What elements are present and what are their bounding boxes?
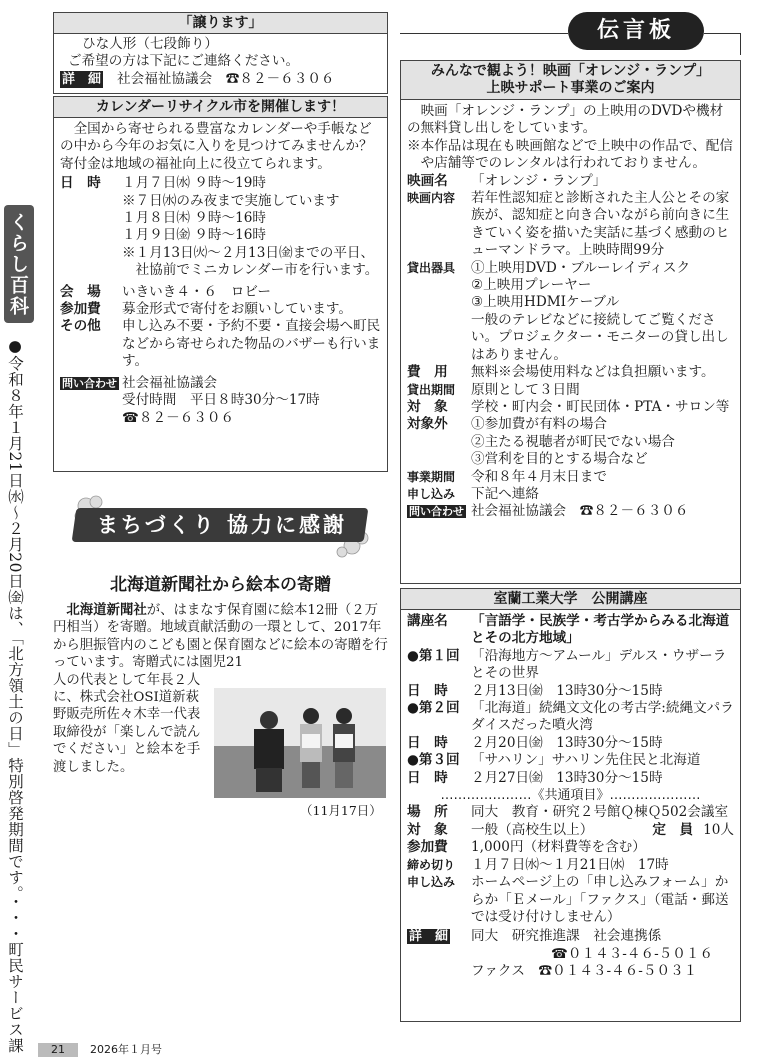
- detail-label: 詳 細: [409, 929, 449, 945]
- session-date-label: 日 時: [407, 769, 448, 786]
- session-topic: 「北海道」続縄文文化の考古学:続縄文パラダイスだった噴火湾: [471, 700, 734, 734]
- session-date-label: 日 時: [407, 682, 448, 699]
- dengon-title: 伝言板: [568, 12, 704, 50]
- deadline-value: １月７日㈬〜１月21日㈬ 17時: [471, 856, 669, 873]
- calendar-dates: [122, 175, 381, 279]
- movie-title-line2: 上映サポート事業のご案内: [486, 80, 655, 96]
- session-date-row: [407, 770, 734, 787]
- session-topic-row: [407, 700, 734, 735]
- session-date: ２月13日㈮ 13時30分〜15時: [471, 682, 663, 699]
- issue-date: 2026年１月号: [90, 1043, 162, 1056]
- fee-label: 参加費: [60, 301, 101, 318]
- session-label: ●第３回: [407, 752, 460, 769]
- detail-fax: ファクス ☎０１４３-４６-５０３１: [471, 963, 698, 980]
- calendar-title: カレンダーリサイクル市を開催します！: [54, 97, 387, 118]
- movie-detail-label: 申し込み: [407, 486, 456, 501]
- sidebar: [4, 205, 36, 1054]
- section-tag: くらし百科: [4, 205, 34, 323]
- common-label: 《共通項目》: [531, 788, 610, 804]
- session-date-label: 日 時: [407, 734, 448, 751]
- divider-line: [704, 33, 741, 34]
- date-line: １月８日㈭ ９時〜16時: [122, 210, 266, 227]
- photo-caption: （11月17日）: [300, 803, 382, 818]
- yuzuri-title: 「譲ります」: [54, 13, 387, 34]
- movie-detail-label: 貸出器具: [407, 260, 456, 275]
- divider-line: [400, 33, 568, 34]
- movie-detail-label: 対象外: [407, 416, 448, 433]
- movie-detail-label: 費 用: [407, 364, 448, 381]
- movie-box: [400, 60, 741, 584]
- movie-detail-value: 原則として３日間: [471, 381, 580, 398]
- contact-line: 社会福祉協議会: [122, 374, 218, 391]
- movie-detail-row: [407, 399, 734, 416]
- photo-figures-icon: [214, 688, 386, 798]
- other-label: その他: [60, 318, 101, 335]
- movie-detail-row: [407, 190, 734, 260]
- fee-value: 1,000円（材料費等を含む）: [471, 839, 646, 856]
- movie-detail-row: [407, 364, 734, 381]
- course-label: 講座名: [407, 613, 448, 629]
- yuzuri-text: ご希望の方は下記にご連絡ください。: [68, 53, 300, 70]
- article-headline: 北海道新聞社から絵本の寄贈: [110, 575, 331, 595]
- session-label: ●第１回: [407, 647, 460, 664]
- movie-title-line1: みんなで観よう！映画「オレンジ・ランプ」: [430, 63, 711, 79]
- banner-text: まちづくり 協力に感謝: [96, 513, 348, 537]
- divider-line: [740, 33, 741, 55]
- capacity-value: 10人: [703, 821, 734, 838]
- movie-details: [407, 173, 734, 504]
- movie-detail-value: 学校・町内会・町民団体・PTA・サロン等: [471, 398, 730, 415]
- session-date: ２月27日㈮ 13時30分〜15時: [471, 769, 663, 786]
- date-line: ※７日㈬のみ夜まで実施しています: [122, 192, 340, 209]
- detail-label: 詳 細: [62, 71, 102, 87]
- movie-detail-row: [407, 469, 734, 486]
- contact-label: 問い合わせ: [409, 505, 464, 519]
- movie-detail-value: 無料※会場使用料などは負担願います。: [471, 364, 715, 381]
- movie-detail-label: 映画名: [407, 172, 448, 189]
- movie-detail-label: 映画内容: [407, 191, 456, 206]
- muroran-box: [400, 588, 741, 1022]
- article-body-1: が、はまなす保育園に絵本12冊（２万円相当）を寄贈。地域貢献活動の一環として、2017年から胆振管内のこども園と保育園などに絵本の寄贈を行っています。寄贈式には園児21: [53, 603, 388, 671]
- session-label: ●第２回: [407, 700, 460, 717]
- detail-contact: [471, 928, 734, 980]
- session-date-row: [407, 735, 734, 752]
- calendar-intro: 全国から寄せられる豊富なカレンダーや手帳などの中から今年のお気に入りを見つけてみませんか？寄付金は地域の福祉向上に役立てられます。: [60, 121, 373, 172]
- contact-line: 受付時間 平日８時30分〜17時: [122, 392, 320, 409]
- yuzuri-box: [53, 12, 388, 94]
- place-value: 同大 教育・研究２号館Ｑ棟Ｑ502会議室: [471, 804, 729, 821]
- movie-detail-row: [407, 382, 734, 399]
- session-topic-row: [407, 752, 734, 769]
- calendar-fee: 募金形式で寄付をお願いしています。: [122, 301, 353, 318]
- movie-detail-row: [407, 416, 734, 468]
- detail-dept: 同大 研究推進課 社会連携係: [471, 928, 662, 945]
- machizukuri-banner: [66, 494, 374, 558]
- apply-value: ホームページ上の「申し込みフォーム」からか「Ｅメール」「ファクス」（電話・郵送では受け付けしません）: [471, 874, 729, 925]
- movie-intro: 映画「オレンジ・ランプ」の上映用のDVDや機材の無料貸し出しをしています。: [407, 103, 724, 137]
- movie-detail-label: 事業期間: [407, 469, 456, 484]
- article-body: [53, 602, 388, 672]
- movie-detail-value: 若年性認知症と診断された主人公とその家族が、認知症と向き合いながら前向きに生きていく姿を描いた実話に基づく感動のヒューマンドラマ。上映時間99分: [471, 190, 730, 259]
- sidebar-notice: ●令和８年１月21日㈬〜２月20日㈮は、「北方領土の日」特別啓発期間です。・・・町民サービス課: [6, 337, 24, 1054]
- contact-line: ☎８２－６３０６: [122, 409, 235, 426]
- calendar-venue: いきいき４・６ ロビー: [122, 283, 271, 300]
- article-lead: 北海道新聞社: [66, 603, 147, 618]
- calendar-contact: [122, 375, 381, 427]
- session-topic: 「サハリン」サハリン先住民と北海道: [471, 752, 701, 769]
- page-number: 21: [38, 1043, 78, 1057]
- yuzuri-contact: 社会福祉協議会 ☎８２－６３０６: [117, 70, 335, 87]
- movie-detail-label: 対 象: [407, 398, 448, 415]
- date-line: １月９日㈮ ９時〜16時: [122, 227, 266, 244]
- movie-detail-value: 下記へ連絡: [471, 485, 539, 502]
- yuzuri-item: ひな人形（七段飾り）: [82, 36, 218, 52]
- movie-detail-value: ①参加費が有料の場合 ②主たる視聴者が町民でない場合 ③営利を目的とする場合など: [471, 416, 675, 468]
- donation-photo: [214, 688, 386, 798]
- muroran-title: 室蘭工業大学 公開講座: [401, 589, 740, 610]
- deadline-label: 締め切り: [407, 857, 456, 872]
- date-label: 日 時: [60, 175, 101, 192]
- common-items-heading: …………………《共通項目》…………………: [440, 788, 701, 804]
- venue-label: 会 場: [60, 283, 101, 300]
- calendar-other: 申し込み不要・予約不要・直接会場へ町民などから寄せられた物品のバザーも行います。: [122, 318, 381, 370]
- target-value: 一般（高校生以上）: [471, 821, 594, 838]
- movie-detail-label: 貸出期間: [407, 382, 456, 397]
- place-label: 場 所: [407, 804, 448, 821]
- capacity-label: 定 員: [652, 821, 694, 838]
- date-line: １月７日㈬ ９時〜19時: [122, 175, 266, 192]
- session-topic: 「沿海地方〜アムール」デルス・ウザーラとその世界: [471, 647, 727, 682]
- movie-detail-value: 令和８年４月末日まで: [471, 468, 607, 485]
- movie-contact: 社会福祉協議会 ☎８２－６３０６: [471, 503, 689, 520]
- movie-detail-value: ①上映用DVD・ブルーレイディスク ②上映用プレーヤー ③上映用HDMIケーブル 一般のテレビなどに接続してご覧ください。プロジェクター・モニターの貸し出しはありません。: [471, 259, 729, 363]
- apply-label: 申し込み: [407, 875, 456, 890]
- contact-label: 問い合わせ: [62, 376, 117, 390]
- movie-detail-value: 「オレンジ・ランプ」: [471, 172, 607, 189]
- movie-note: ※本作品は現在も映画館などで上映中の作品で、配信や店舗等でのレンタルは行われておりません。: [407, 137, 733, 172]
- session-date: ２月20日㈮ 13時30分〜15時: [471, 734, 663, 751]
- session-topic-row: [407, 648, 734, 683]
- movie-title: [401, 61, 740, 100]
- fee-label: 参加費: [407, 839, 448, 856]
- session-date-row: [407, 683, 734, 700]
- session-list: [407, 648, 734, 787]
- date-line: ※１月13日㈫〜２月13日㈮までの平日、社協前でミニカレンダー市を行います。: [122, 244, 379, 279]
- article-body-2: 人の代表として年長２人に、株式会社OSI道新萩野販売所佐々木幸一代表取締役が「楽しんで読んでください」と絵本を手渡しました。: [53, 672, 201, 775]
- movie-detail-row: [407, 260, 734, 364]
- movie-detail-row: [407, 173, 734, 190]
- footer: [0, 1040, 764, 1058]
- target-label: 対 象: [407, 821, 448, 838]
- detail-phone: ☎０１４３-４６-５０１６: [551, 945, 714, 962]
- calendar-box: [53, 96, 388, 472]
- course-name: 「言語学・民族学・考古学からみる北海道とその北方地域」: [471, 613, 730, 647]
- movie-detail-row: [407, 486, 734, 503]
